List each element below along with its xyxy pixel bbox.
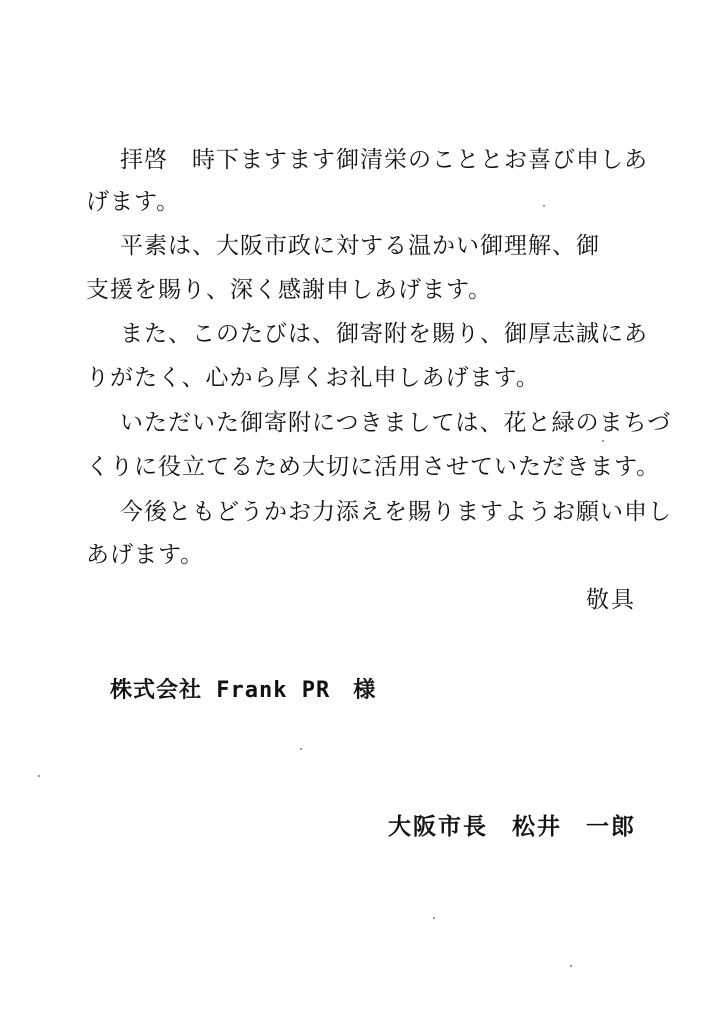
- paragraph-5-line-1: 今後ともどうかお力添えを賜りますようお願い申し: [120, 499, 672, 525]
- paragraph-3-line-2: りがたく、心から厚くお礼申しあげます。: [86, 365, 540, 391]
- sender-title: 大阪市長: [388, 814, 488, 840]
- paragraph-4-line-2: くりに役立てるため大切に活用させていただきます。: [86, 454, 661, 480]
- scan-speck: [38, 775, 40, 777]
- scan-speck: [602, 440, 604, 442]
- closing-salutation: 敬具: [586, 587, 636, 613]
- paragraph-1-line-2: げます。: [86, 189, 181, 215]
- paragraph-5-line-2: あげます。: [86, 542, 205, 568]
- paragraph-3-line-1: また、このたびは、御寄附を賜り、御厚志誠にあ: [120, 321, 648, 347]
- paragraph-4-line-1: いただいた御寄附につきましては、花と緑のまちづ: [120, 410, 672, 436]
- paragraph-2-line-2: 支援を賜り、深く感謝申しあげます。: [86, 277, 493, 303]
- scan-speck: [300, 748, 302, 750]
- sender-given-name: 一郎: [586, 814, 636, 840]
- sender-signature: [388, 812, 636, 842]
- paragraph-1-line-1: 拝啓 時下ますます御清栄のこととお喜び申しあ: [120, 147, 648, 173]
- sender-surname: 松井: [512, 814, 562, 840]
- recipient-name: 株式会社 Frank PR 様: [110, 678, 377, 703]
- scan-speck: [433, 917, 435, 919]
- paragraph-2-line-1: 平素は、大阪市政に対する温かい御理解、御: [120, 233, 600, 259]
- scan-speck: [570, 965, 572, 967]
- scan-speck: [543, 205, 545, 207]
